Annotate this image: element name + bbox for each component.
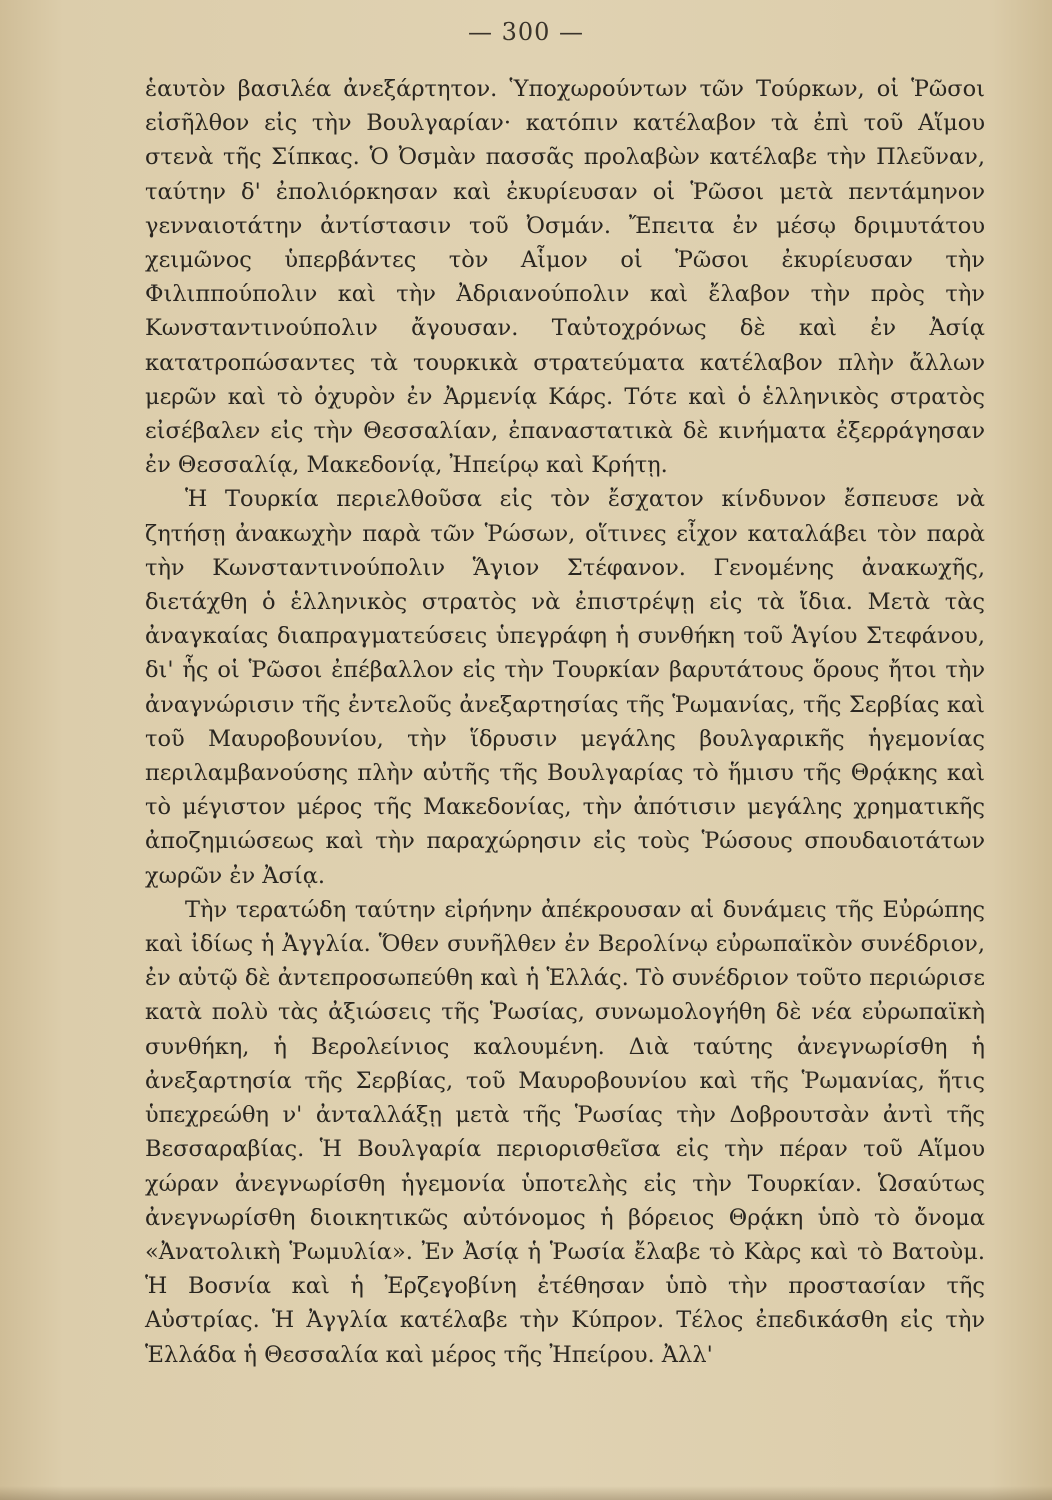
paragraph-3: Τὴν τερατώδη ταύτην εἰρήνην ἀπέκρουσαν αἱ δυνάμεις τῆς Εὐρώπης καὶ ἰδίως ἡ Ἀγγλία. Ὅθεν συνῆλθεν ἐν Βερολίνῳ εὐρωπαϊκὸν συνέδριον, ἐν αὐτῷ δὲ ἀντεπροσωπεύθη καὶ ἡ Ἑλλάς. Τὸ συνέδριον τοῦτο περιώρισε κατὰ πολὺ τὰς ἀξιώσεις τῆς Ῥωσίας, συνωμολογήθη δὲ νέα εὐρωπαϊκὴ συνθήκη, ἡ Βερολείνιος καλουμένη. Διὰ ταύτης ἀνεγνωρίσθη ἡ ἀνεξαρτησία τῆς Σερβίας, τοῦ Μαυροβουνίου καὶ τῆς Ῥωμανίας, ἥτις ὑπεχρεώθη ν' ἀνταλλάξῃ μετὰ τῆς Ῥωσίας τὴν Δοβρουτσὰν ἀντὶ τῆς Βεσσαραβίας. Ἡ Βουλγαρία περιορισθεῖσα εἰς τὴν πέραν τοῦ Αἵμου χώραν ἀνεγνωρίσθη ἡγεμονία ὑποτελὴς εἰς τὴν Τουρκίαν. Ὡσαύτως ἀνεγνωρίσθη διοικητικῶς αὐτόνομος ἡ βόρειος Θρᾴκη ὑπὸ τὸ ὄνομα «Ἀνατολικὴ Ῥωμυλία». Ἐν Ἀσίᾳ ἡ Ῥωσία ἔλαβε τὸ Κὰρς καὶ τὸ Βατοὺμ. Ἡ Βοσνία καὶ ἡ Ἐρζεγοβίνη ἐτέθησαν ὑπὸ τὴν προστασίαν τῆς Αὐστρίας. Ἡ Ἀγγλία κατέλαβε τὴν Κύπρον. Τέλος ἐπεδικάσθη εἰς τὴν Ἑλλάδα ἡ Θεσσαλία καὶ μέρος τῆς Ἠπείρου. Ἀλλ'	[145, 896, 985, 1368]
page-number: — 300 —	[467, 18, 585, 46]
page-bottom-edge	[0, 1486, 1052, 1500]
body-text	[145, 72, 985, 1372]
paragraph-1: ἑαυτὸν βασιλέα ἀνεξάρτητον. Ὑποχωρούντων τῶν Τούρκων, οἱ Ῥῶσοι εἰσῆλθον εἰς τὴν Βουλγαρίαν· κατόπιν κατέλαβον τὰ ἐπὶ τοῦ Αἵμου στενὰ τῆς Σίπκας. Ὁ Ὀσμὰν πασσᾶς προλαβὼν κατέλαβε τὴν Πλεῦναν, ταύτην δ' ἐπολιόρκησαν καὶ ἐκυρίευσαν οἱ Ῥῶσοι μετὰ πεντάμηνον γενναιοτάτην ἀντίστασιν τοῦ Ὀσμάν. Ἔπειτα ἐν μέσῳ δριμυτάτου χειμῶνος ὑπερβάντες τὸν Αἷμον οἱ Ῥῶσοι ἐκυρίευσαν τὴν Φιλιππούπολιν καὶ τὴν Ἀδριανούπολιν καὶ ἔλαβον τὴν πρὸς τὴν Κωνσταντινούπολιν ἄγουσαν. Ταὐτοχρόνως δὲ καὶ ἐν Ἀσίᾳ κατατροπώσαντες τὰ τουρκικὰ στρατεύματα κατέλαβον πλὴν ἄλλων μερῶν καὶ τὸ ὀχυρὸν ἐν Ἀρμενίᾳ Κάρς. Τότε καὶ ὁ ἑλληνικὸς στρατὸς εἰσέβαλεν εἰς τὴν Θεσσαλίαν, ἐπαναστατικὰ δὲ κινήματα ἐξερράγησαν ἐν Θεσσαλίᾳ, Μακεδονίᾳ, Ἠπείρῳ καὶ Κρήτῃ.	[145, 76, 985, 479]
paragraph-2: Ἡ Τουρκία περιελθοῦσα εἰς τὸν ἔσχατον κίνδυνον ἔσπευσε νὰ ζητήσῃ ἀνακωχὴν παρὰ τῶν Ῥώσων, οἵτινες εἶχον καταλάβει τὸν παρὰ τὴν Κωνσταντινούπολιν Ἅγιον Στέφανον. Γενομένης ἀνακωχῆς, διετάχθη ὁ ἑλληνικὸς στρατὸς νὰ ἐπιστρέψῃ εἰς τὰ ἴδια. Μετὰ τὰς ἀναγκαίας διαπραγματεύσεις ὑπεγράφη ἡ συνθήκη τοῦ Ἁγίου Στεφάνου, δι' ἧς οἱ Ῥῶσοι ἐπέβαλλον εἰς τὴν Τουρκίαν βαρυτάτους ὅρους ἤτοι τὴν ἀναγνώρισιν τῆς ἐντελοῦς ἀνεξαρτησίας τῆς Ῥωμανίας, τῆς Σερβίας καὶ τοῦ Μαυροβουνίου, τὴν ἵδρυσιν μεγάλης βουλγαρικῆς ἡγεμονίας περιλαμβανούσης πλὴν αὐτῆς τῆς Βουλγαρίας τὸ ἥμισυ τῆς Θρᾴκης καὶ τὸ μέγιστον μέρος τῆς Μακεδονίας, τὴν ἀπότισιν μεγάλης χρηματικῆς ἀποζημιώσεως καὶ τὴν παραχώρησιν εἰς τοὺς Ῥώσους σπουδαιοτάτων χωρῶν ἐν Ἀσίᾳ.	[145, 486, 985, 889]
